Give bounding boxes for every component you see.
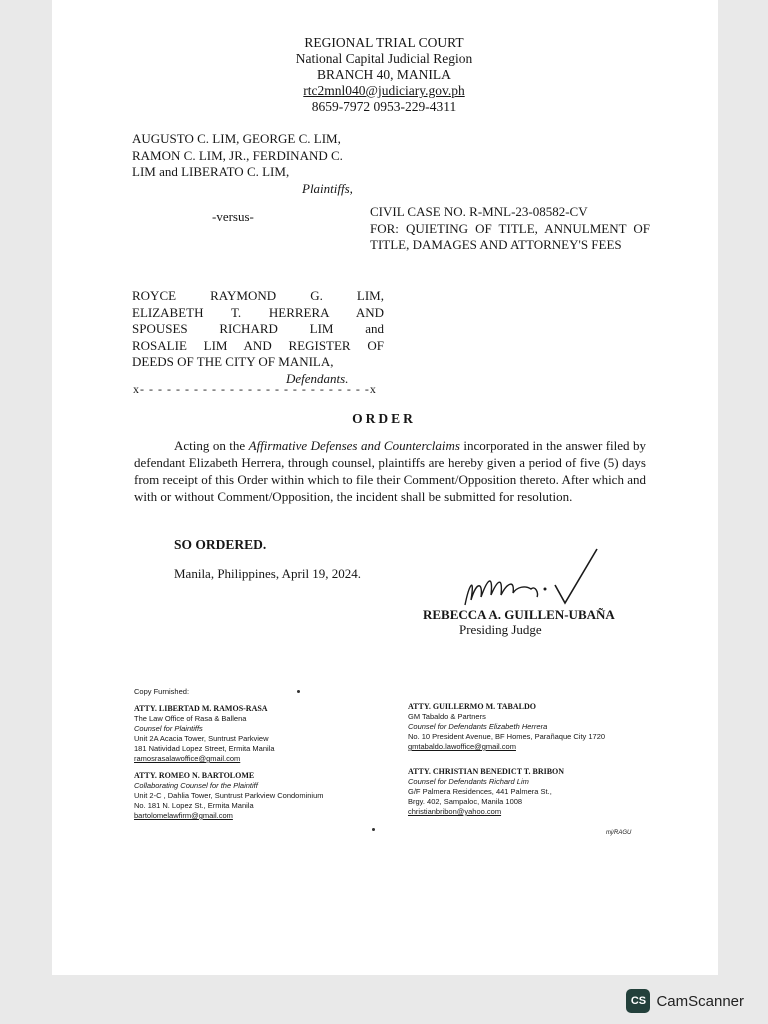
defendants-line: ROSALIE LIM AND REGISTER OF (132, 337, 384, 353)
counsel-address: G/F Palmera Residences, 441 Palmera St., (408, 787, 552, 796)
caption-separator: x- - - - - - - - - - - - - - - - - - - - - - - - - -x (133, 382, 377, 396)
counsel-role: Counsel for Plaintiffs (134, 724, 203, 733)
defendants-role: Defendants. (286, 370, 349, 386)
counsel-role: Counsel for Defendants Elizabeth Herrera (408, 722, 548, 731)
counsel-name: ATTY. ROMEO N. BARTOLOME (134, 771, 255, 780)
plaintiffs-role: Plaintiffs, (302, 180, 353, 196)
court-email-link[interactable]: rtc2mnl040@judiciary.gov.ph (303, 83, 465, 98)
camscanner-label: CamScanner (656, 992, 744, 1010)
counsel-role: Counsel for Defendants Richard Lim (408, 777, 529, 786)
clerk-initials: mj/RAGU (606, 830, 632, 836)
case-subject: FOR: QUIETING OF TITLE, ANNULMENT OF TITLE, DAMAGES AND ATTORNEY'S FEES (370, 220, 650, 252)
counsel-address: 181 Natividad Lopez Street, Ermita Manila (134, 744, 275, 753)
defendants-line: DEEDS OF THE CITY OF MANILA, (132, 354, 334, 369)
counsel-entry (134, 704, 374, 764)
case-number: CIVIL CASE NO. R-MNL-23-08582-CV (370, 204, 588, 219)
counsel-email-link[interactable]: bartolomelawfirm@gmail.com (134, 811, 233, 820)
order-body (134, 437, 646, 505)
counsel-address: Brgy. 402, Sampaloc, Manila 1008 (408, 797, 523, 806)
counsel-role: Collaborating Counsel for the Plaintiff (134, 781, 258, 790)
body-italic-phrase: Affirmative Defenses and Counterclaims (248, 438, 460, 453)
copy-furnished-label: Copy Furnished: (134, 687, 190, 696)
counsel-address: No. 10 President Avenue, BF Homes, Parañaque City 1720 (408, 732, 606, 741)
court-branch: BRANCH 40, MANILA (317, 67, 451, 82)
scan-speck (372, 828, 375, 831)
counsel-name: ATTY. GUILLERMO M. TABALDO (408, 702, 536, 711)
order-title: ORDER (352, 411, 416, 426)
counsel-entry (134, 771, 384, 821)
plaintiffs-line: RAMON C. LIM, JR., FERDINAND C. (132, 147, 343, 163)
counsel-email-link[interactable]: ramosrasalawoffice@gmail.com (134, 754, 241, 763)
defendants-line: ELIZABETH T. HERRERA AND (132, 304, 384, 320)
body-lead: Acting on the (174, 438, 249, 453)
judge-signature (455, 545, 605, 610)
counsel-name: ATTY. CHRISTIAN BENEDICT T. BRIBON (408, 767, 565, 776)
defendants-block (132, 288, 384, 387)
court-phones: 8659-7972 0953-229-4311 (311, 99, 457, 114)
body-rest: incorporated in the answer filed by defendant Elizabeth Herrera, through counsel, plaintiffs are hereby given a period of five (5) days from receipt of this Order within which to file their Comment/Opposition thereto. After which and with or without Comment/Opposition, the incident shall be submitted for resolution. (134, 438, 646, 504)
counsel-firm: The Law Office of Rasa & Ballena (134, 714, 247, 723)
defendants-line: SPOUSES RICHARD LIM and (132, 321, 384, 336)
camscanner-logo-icon: CS (626, 989, 650, 1013)
counsel-address: Unit 2A Acacia Tower, Suntrust Parkview (134, 734, 269, 743)
counsel-address: Unit 2-C , Dahlia Tower, Suntrust Parkview Condominium (134, 791, 324, 800)
order-date: Manila, Philippines, April 19, 2024. (174, 566, 362, 581)
order-paragraph (134, 437, 646, 505)
counsel-firm: GM Tabaldo & Partners (408, 712, 486, 721)
court-header (0, 35, 768, 115)
counsel-entry (408, 702, 648, 752)
counsel-address: No. 181 N. Lopez St., Ermita Manila (134, 801, 254, 810)
judge-title: Presiding Judge (459, 622, 542, 637)
plaintiffs-block (132, 131, 382, 197)
plaintiffs-line: AUGUSTO C. LIM, GEORGE C. LIM, (132, 131, 341, 146)
counsel-email-link[interactable]: christianbribon@yahoo.com (408, 807, 502, 816)
versus-label: -versus- (212, 209, 254, 224)
camscanner-watermark (626, 988, 744, 1014)
judge-name: REBECCA A. GUILLEN-UBAÑA (423, 607, 615, 622)
scan-speck (297, 690, 300, 693)
court-name: REGIONAL TRIAL COURT (304, 35, 464, 50)
counsel-email-link[interactable]: gmtabaldo.lawoffice@gmail.com (408, 742, 516, 751)
counsel-name: ATTY. LIBERTAD M. RAMOS-RASA (134, 704, 268, 713)
court-region: National Capital Judicial Region (295, 51, 473, 66)
defendants-line: ROYCE RAYMOND G. LIM, (132, 288, 384, 303)
case-caption (370, 204, 650, 254)
plaintiffs-line: LIM and LIBERATO C. LIM, (132, 164, 290, 179)
counsel-entry (408, 767, 648, 817)
so-ordered: SO ORDERED. (174, 537, 267, 552)
